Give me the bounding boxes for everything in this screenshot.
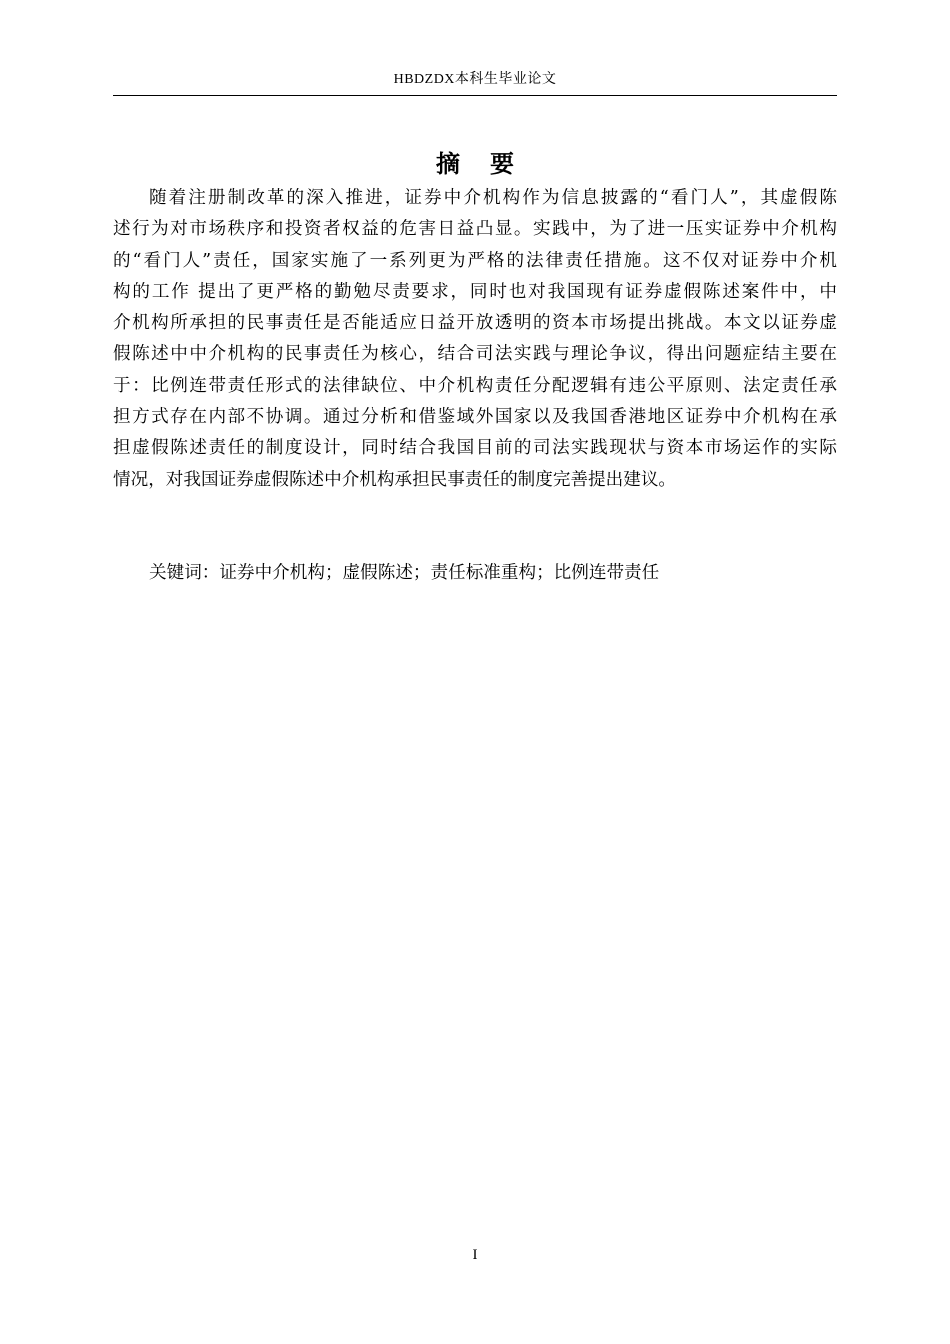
- page-number: I: [472, 1247, 478, 1263]
- running-header: HBDZDX本科生毕业论文: [393, 72, 557, 87]
- header-divider: [113, 95, 837, 96]
- abstract-line: 担虚假陈述责任的制度设计，同时结合我国目前的司法实践现状与资本市场运作的实际: [113, 438, 837, 459]
- keywords: 关键词：证券中介机构；虚假陈述；责任标准重构；比例连带责任: [149, 563, 660, 583]
- page-title: 摘要: [436, 150, 544, 178]
- abstract-line: 假陈述中中介机构的民事责任为核心，结合司法实践与理论争议，得出问题症结主要在: [113, 344, 837, 365]
- abstract-line: 于：比例连带责任形式的法律缺位、中介机构责任分配逻辑有违公平原则、法定责任承: [113, 375, 837, 396]
- abstract-line: 介机构所承担的民事责任是否能适应日益开放透明的资本市场提出挑战。本文以证券虚: [113, 313, 837, 334]
- abstract-line: 的“看门人”责任，国家实施了一系列更为严格的法律责任措施。这不仅对证券中介机: [113, 250, 837, 271]
- abstract-line: 担方式存在内部不协调。通过分析和借鉴域外国家以及我国香港地区证券中介机构在承: [113, 407, 837, 428]
- abstract-line: 述行为对市场秩序和投资者权益的危害日益凸显。实践中，为了进一压实证券中介机构: [113, 219, 837, 240]
- abstract-line: 构的工作 提出了更严格的勤勉尽责要求，同时也对我国现有证券虚假陈述案件中，中: [113, 281, 837, 302]
- abstract-line: 情况，对我国证券虚假陈述中介机构承担民事责任的制度完善提出建议。: [113, 469, 677, 490]
- abstract-line: 随着注册制改革的深入推进，证券中介机构作为信息披露的“看门人”，其虚假陈: [149, 188, 837, 208]
- abstract-body: [113, 183, 837, 496]
